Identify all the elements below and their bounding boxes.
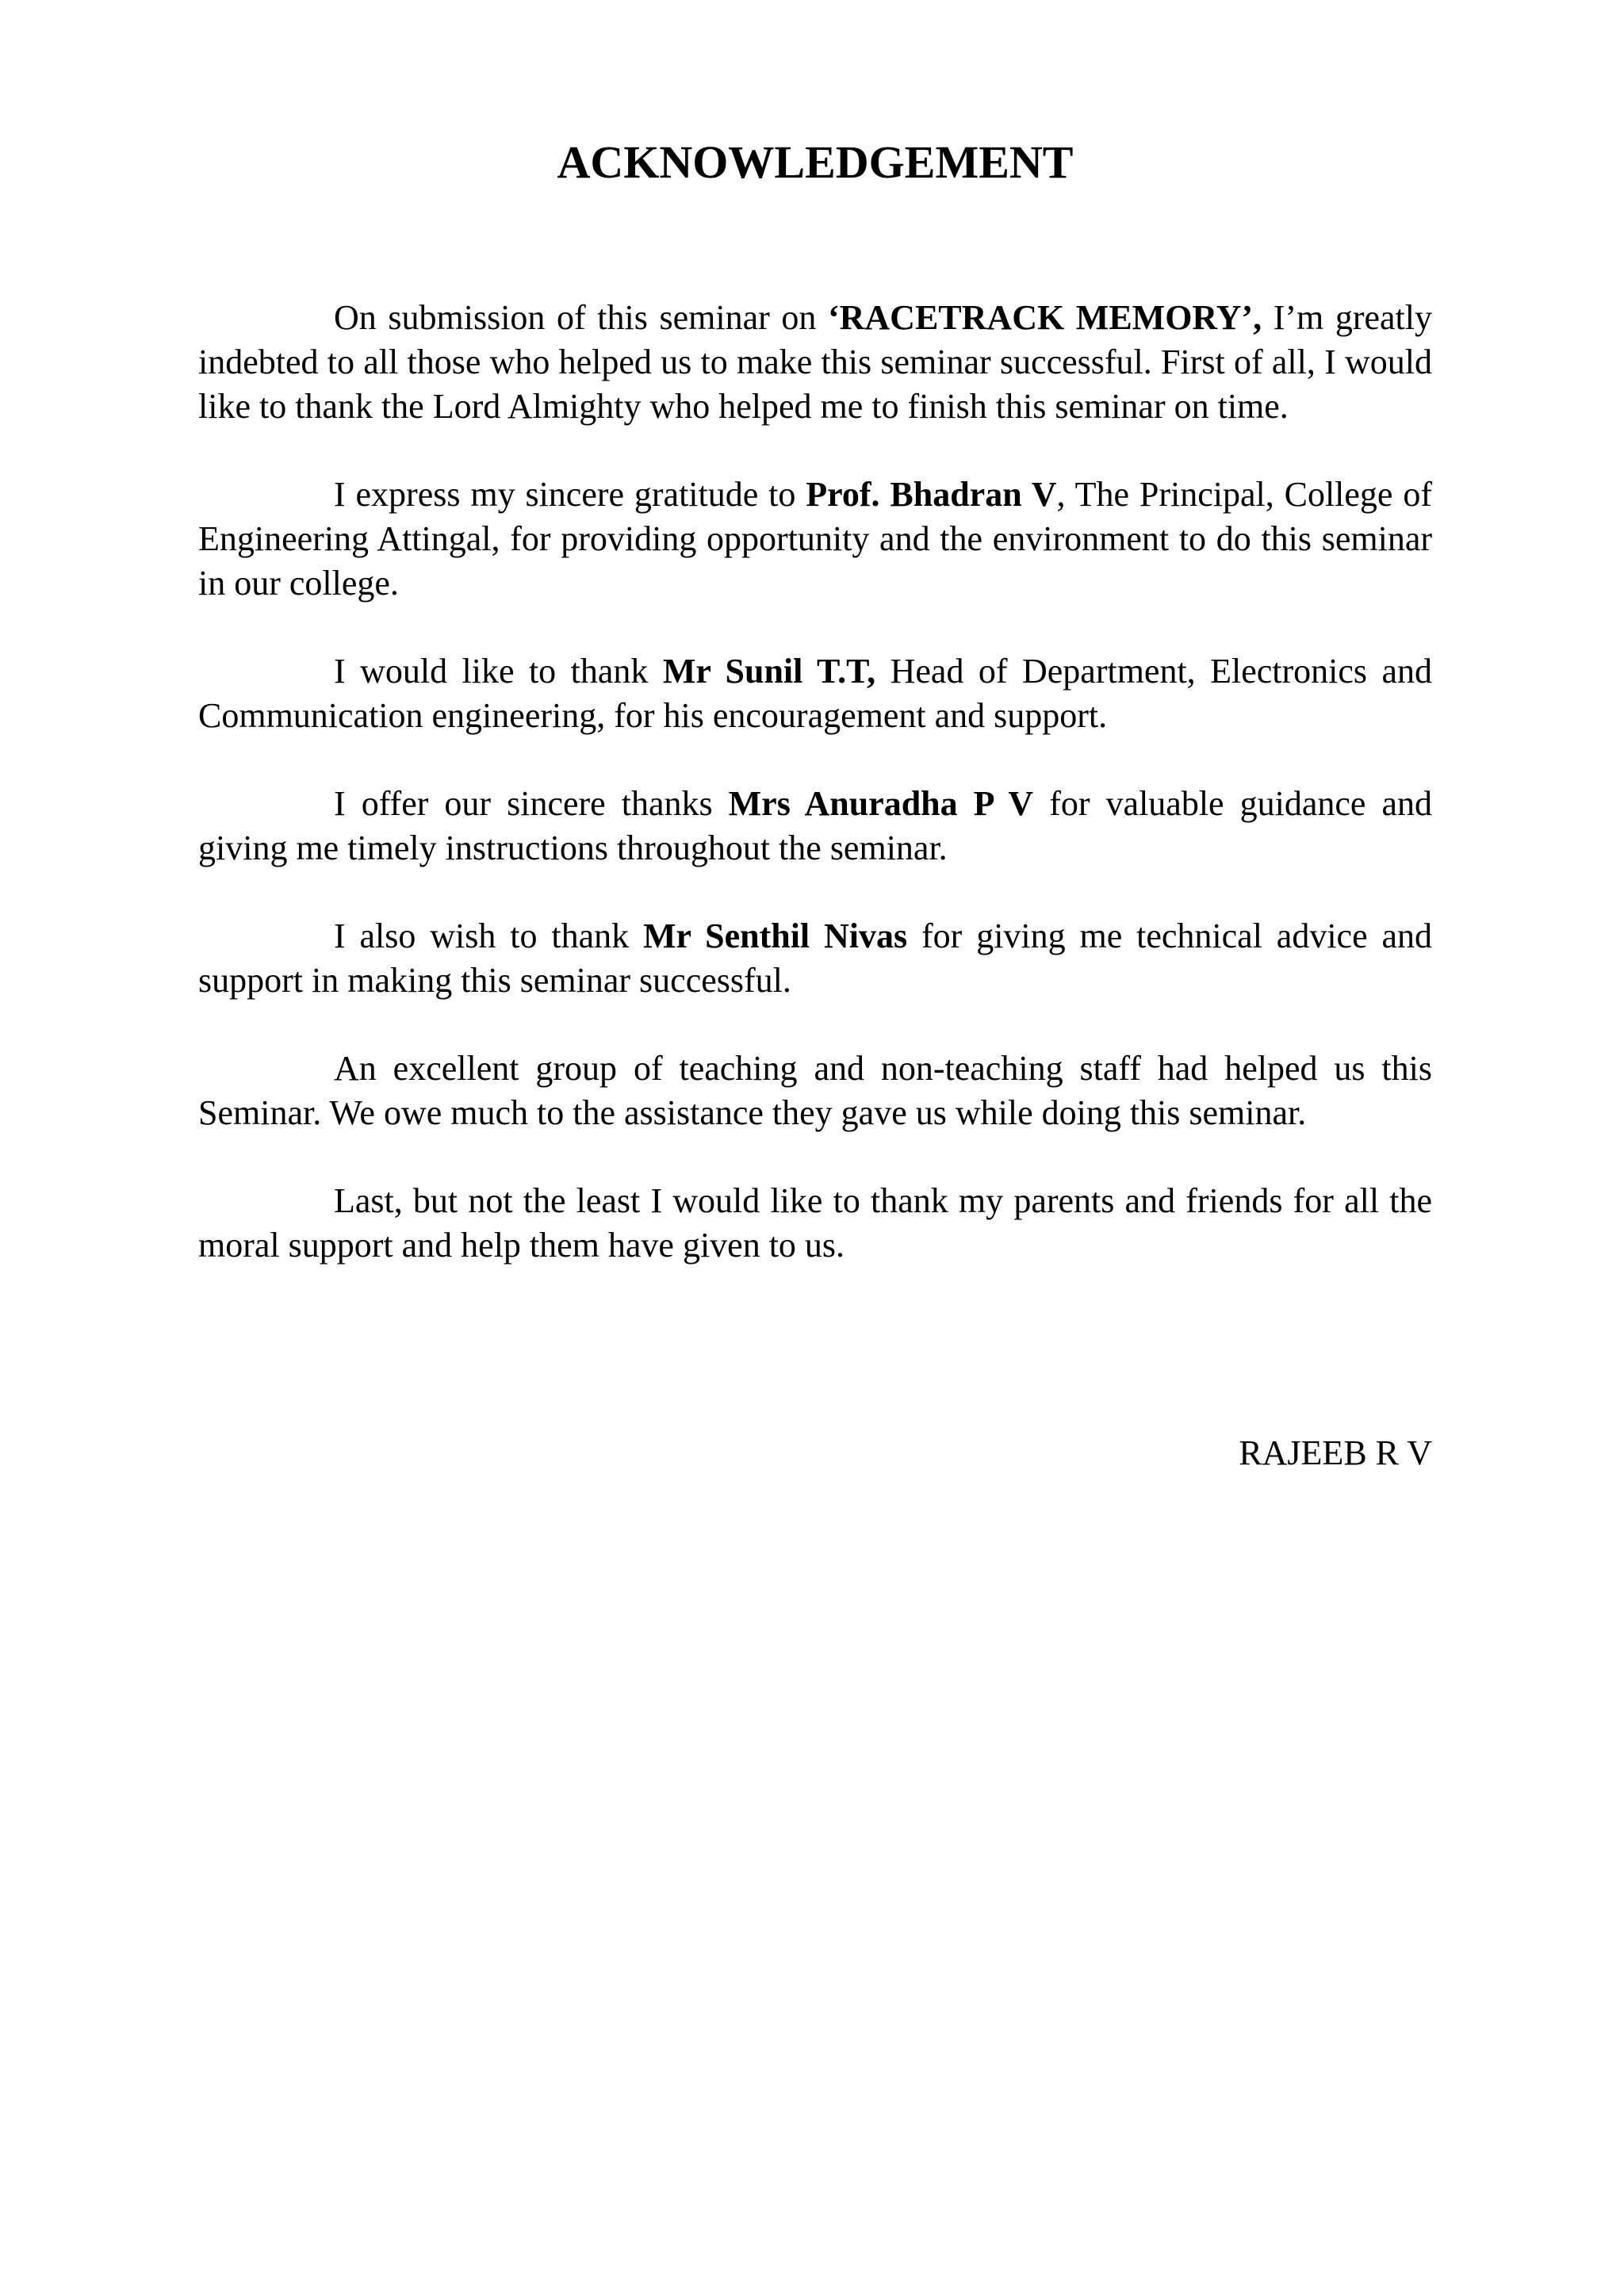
hod-name: Mr Sunil T.T, (662, 652, 876, 691)
paragraph-5-text-2: for giving me technical advice and support in making this seminar successful. (198, 916, 1433, 1000)
paragraph-6-text-1: An excellent group of teaching and non-teaching staff had helped us this Seminar. We owe much to the assistance they gave us while doing this seminar. (198, 1049, 1432, 1132)
paragraph-4-text-2: for valuable guidance and giving me timely instructions throughout the seminar. (198, 784, 1432, 867)
page-title: ACKNOWLEDGEMENT (557, 136, 1074, 188)
paragraph-3-text-1: I would like to thank (334, 652, 663, 691)
paragraph-3-text-2: Head of Department, Electronics and Communication engineering, for his encouragement and support. (198, 652, 1433, 735)
paragraph-7-text-1: Last, but not the least I would like to thank my parents and friends for all the moral support and help them have given to us. (198, 1181, 1432, 1265)
paragraph-1 (198, 296, 1432, 429)
paragraph-4 (198, 782, 1432, 871)
guide-name: Mrs Anuradha P V (728, 784, 1034, 823)
paragraph-4-text-1: I offer our sincere thanks (334, 784, 729, 823)
paragraph-2-text-2: , The Principal, College of Engineering Attingal, for providing opportunity and the environment to do this seminar in our college. (198, 475, 1432, 603)
technical-advisor-name: Mr Senthil Nivas (642, 916, 908, 955)
seminar-title: ‘RACETRACK MEMORY’, (827, 298, 1262, 337)
paragraph-1-text-2: I’m greatly indebted to all those who helped us to make this seminar successful. First of all, I would like to thank the Lord Almighty who helped me to finish this seminar on time. (198, 298, 1432, 426)
signature-name: RAJEEB R V (1239, 1433, 1432, 1472)
paragraph-7 (198, 1179, 1432, 1268)
paragraph-6 (198, 1047, 1432, 1135)
paragraph-2-text-1: I express my sincere gratitude to (334, 475, 806, 514)
paragraph-3 (198, 649, 1432, 738)
paragraph-5-text-1: I also wish to thank (334, 916, 643, 955)
paragraph-1-text-1: On submission of this seminar on (334, 298, 828, 337)
paragraph-2 (198, 473, 1432, 606)
acknowledgement-body (198, 296, 1432, 1311)
paragraph-5 (198, 914, 1432, 1003)
principal-name: Prof. Bhadran V (806, 475, 1057, 514)
